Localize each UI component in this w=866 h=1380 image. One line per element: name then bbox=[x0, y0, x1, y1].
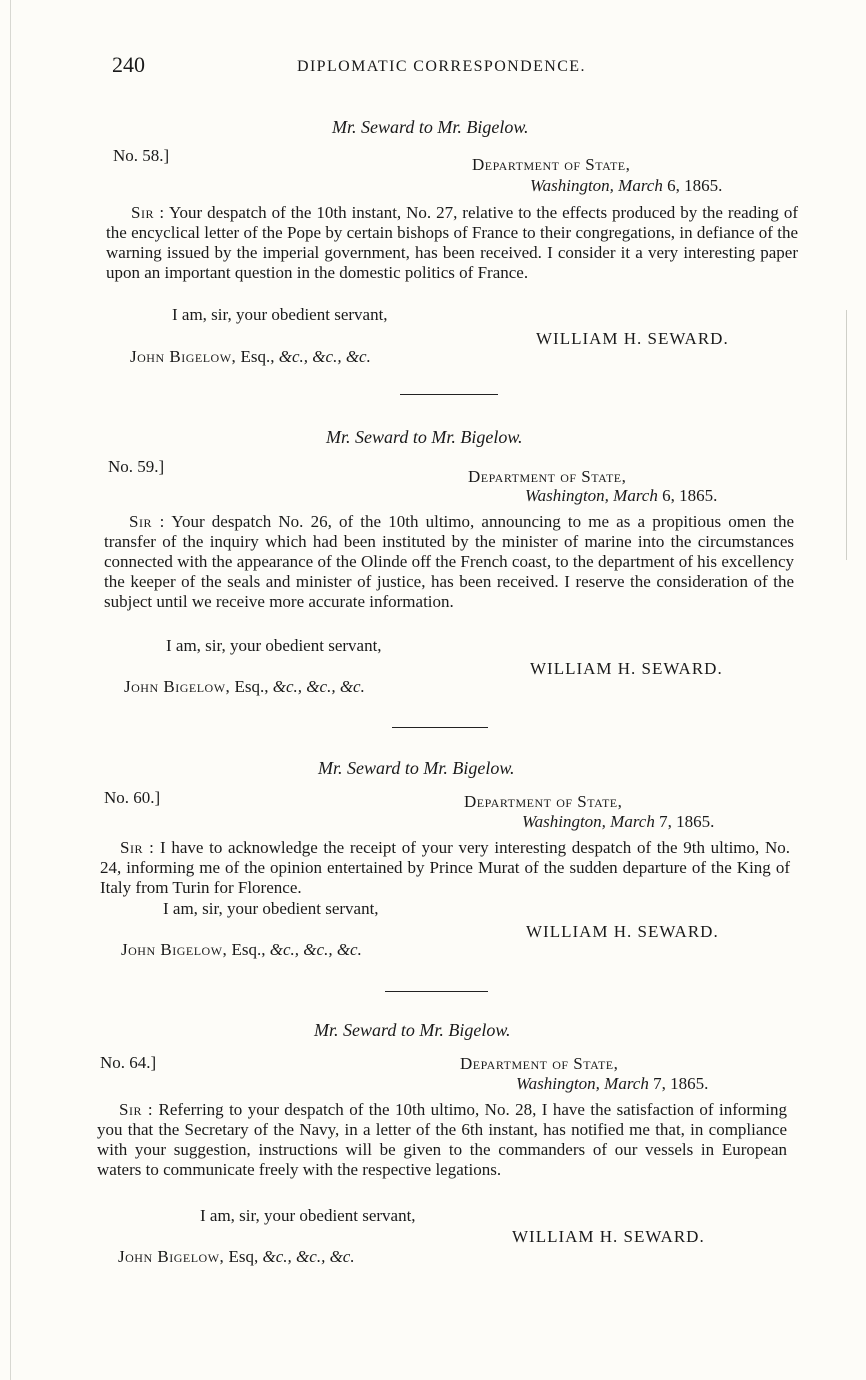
dateline bbox=[525, 486, 717, 506]
running-title: DIPLOMATIC CORRESPONDENCE. bbox=[297, 58, 586, 75]
addressee-name: John Bigelow, bbox=[121, 940, 228, 959]
salutation: Sir : bbox=[129, 512, 165, 531]
letter-title: Mr. Seward to Mr. Bigelow. bbox=[326, 427, 523, 447]
department-name: Department of State, bbox=[460, 1054, 619, 1073]
signature: WILLIAM H. SEWARD. bbox=[536, 329, 729, 348]
letter-text: Referring to your despatch of the 10th ultimo, No. 28, I have the satisfaction of informing you that the Secretary of the Navy, in a letter of the 6th instant, has notified me that, in compliance with your suggestion, instructions will be given to the commanders of our vessels in European waters to communicate freely with the respective legations. bbox=[97, 1100, 787, 1179]
dateline-date: 7, 1865. bbox=[653, 1074, 709, 1093]
closing: I am, sir, your obedient servant, bbox=[172, 305, 388, 324]
salutation: Sir : bbox=[120, 838, 155, 857]
page-edge-line bbox=[846, 310, 847, 560]
department-name: Department of State, bbox=[468, 467, 627, 486]
dateline-place: Washington, March bbox=[530, 176, 663, 195]
addressee bbox=[121, 940, 362, 960]
addressee-title: Esq., bbox=[231, 940, 266, 959]
section-divider bbox=[392, 727, 488, 728]
salutation: Sir : bbox=[131, 203, 165, 222]
letter-title: Mr. Seward to Mr. Bigelow. bbox=[314, 1020, 511, 1040]
addressee-etc: &c., &c., &c. bbox=[272, 677, 365, 696]
dateline bbox=[522, 812, 714, 832]
letter-number: No. 58.] bbox=[113, 146, 170, 165]
page-number: 240 bbox=[112, 52, 145, 77]
closing: I am, sir, your obedient servant, bbox=[163, 899, 379, 918]
addressee-etc: &c., &c., &c. bbox=[262, 1247, 355, 1266]
letter-title: Mr. Seward to Mr. Bigelow. bbox=[332, 117, 529, 137]
signature: WILLIAM H. SEWARD. bbox=[512, 1227, 705, 1246]
dateline-date: 7, 1865. bbox=[659, 812, 715, 831]
dateline-place: Washington, March bbox=[516, 1074, 649, 1093]
addressee-name: John Bigelow, bbox=[118, 1247, 225, 1266]
letter-number: No. 60.] bbox=[104, 788, 161, 807]
addressee bbox=[124, 677, 365, 697]
addressee-name: John Bigelow, bbox=[130, 347, 237, 366]
addressee-title: Esq., bbox=[234, 677, 269, 696]
letter-text: Your despatch No. 26, of the 10th ultimo, announcing to me as a propitious omen the transfer of the inquiry which had been instituted by the minister of marine into the circumstances connected with the appearance of the Olinde off the French coast, to the department of his excellency the keeper of the seals and minister of justice, has been received. I reserve the consideration of the subject until we receive more accurate information. bbox=[104, 512, 794, 611]
addressee bbox=[130, 347, 371, 367]
addressee bbox=[118, 1247, 355, 1267]
dateline bbox=[530, 176, 722, 196]
letter-title: Mr. Seward to Mr. Bigelow. bbox=[318, 758, 515, 778]
signature: WILLIAM H. SEWARD. bbox=[530, 659, 723, 678]
dateline bbox=[516, 1074, 708, 1094]
closing: I am, sir, your obedient servant, bbox=[166, 636, 382, 655]
page-edge-line bbox=[10, 0, 11, 1380]
dateline-date: 6, 1865. bbox=[662, 486, 718, 505]
dateline-date: 6, 1865. bbox=[667, 176, 723, 195]
section-divider bbox=[400, 394, 498, 395]
addressee-etc: &c., &c., &c. bbox=[278, 347, 371, 366]
letter-number: No. 59.] bbox=[108, 457, 165, 476]
letter-body bbox=[97, 1100, 787, 1180]
letter-text: I have to acknowledge the receipt of your very interesting despatch of the 9th ultimo, No. 24, informing me of the opinion entertained by Prince Murat of the sudden departure of the King of Italy from Turin for Florence. bbox=[100, 838, 790, 897]
salutation: Sir : bbox=[119, 1100, 154, 1119]
letter-text: Your despatch of the 10th instant, No. 27, relative to the effects produced by the reading of the encyclical letter of the Pope by certain bishops of France to their congregations, in defiance of the warning issued by the imperial government, has been received. I consider it a very interesting paper upon an important question in the domestic politics of France. bbox=[106, 203, 799, 282]
letter-body bbox=[100, 838, 790, 898]
signature: WILLIAM H. SEWARD. bbox=[526, 922, 719, 941]
addressee-name: John Bigelow, bbox=[124, 677, 231, 696]
dateline-place: Washington, March bbox=[525, 486, 658, 505]
addressee-title: Esq., bbox=[240, 347, 275, 366]
section-divider bbox=[385, 991, 488, 992]
letter-body bbox=[106, 203, 798, 283]
dateline-place: Washington, March bbox=[522, 812, 655, 831]
running-head bbox=[112, 52, 812, 82]
addressee-title: Esq, bbox=[228, 1247, 259, 1266]
letter-number: No. 64.] bbox=[100, 1053, 157, 1072]
addressee-etc: &c., &c., &c. bbox=[269, 940, 362, 959]
closing: I am, sir, your obedient servant, bbox=[200, 1206, 416, 1225]
letter-body bbox=[104, 512, 794, 612]
department-name: Department of State, bbox=[464, 792, 623, 811]
department-name: Department of State, bbox=[472, 155, 631, 174]
